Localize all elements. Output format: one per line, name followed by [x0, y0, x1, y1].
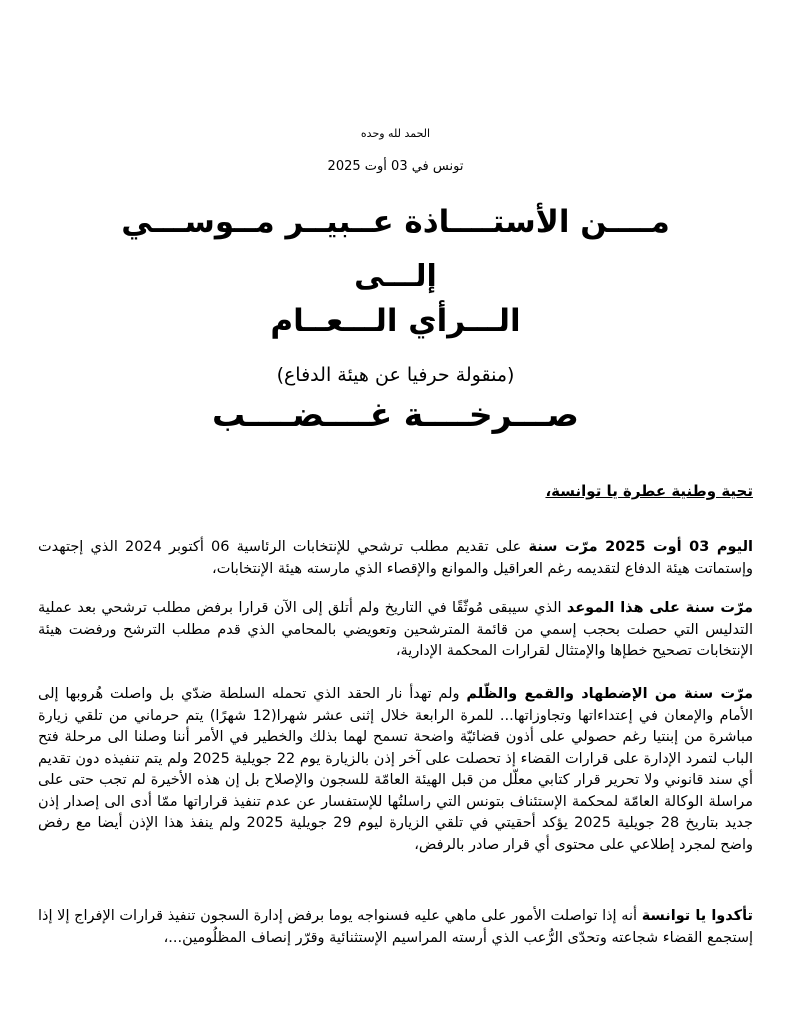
paragraph-3-lead: مرّت سنة من الإضطهاد والقمع والظّلم [466, 686, 754, 702]
paragraph-2-lead: مرّت سنة على هذا الموعد [566, 600, 753, 616]
subtitle-defense-note: (منقولة حرفيا عن هيئة الدفاع) [276, 364, 515, 386]
paragraph-1-lead: اليوم 03 أوت 2025 مرّت سنة [528, 539, 753, 555]
paragraph-3 [38, 684, 753, 856]
place-date: تونس في 03 أوت 2025 [327, 159, 464, 174]
title-to: إلـــى [354, 259, 437, 294]
title-scream: صـــرخــــة غــــضــــب [212, 395, 579, 434]
praise-line: الحمد لله وحده [360, 127, 431, 140]
paragraph-4-text: أنه إذا تواصلت الأمور على ماهي عليه فسنواجه يوما برفض إدارة السجون تنفيذ قرارات الإفراج إلا إذا إستجمع القضاء شجاعته وتحدّى الرُّعب الذي أرسته المراسيم الإستثنائية وقرّر إنصاف المظلُومين...، [38, 908, 753, 946]
paragraph-1 [38, 537, 753, 580]
paragraph-3-text: ولم تهدأ نار الحقد الذي تحمله السلطة ضدّي بل واصلت هُروبها إلى الأمام والإمعان في إعتداءاتها وتجاوزاتها... للمرة الرابعة خلال إثنى عشر شهرا(12 شهرًا) يتم حرماني من تلقي زيارة مباشرة من إبنتيا رغم حصولي على أذون قضائيّة واضحة تسمح لهما بذلك والخطير في الأمر أننا وصلنا الى مرحلة فتح الباب لتمرد الإدارة على قرارات القضاء إذ تحصلت على آخر إذن بالزيارة يوم 22 جويلية 2025 ولم يتم تنفيذه دون تقديم أي سند قانوني ولا تحرير قرار كتابي معلّل من قبل الهيئة العامّة للسجون والإصلاح بل إن هذه الأخيرة لم تجب حتى على مراسلة الوكالة العامّة لمحكمة الإستئناف بتونس التي راسلتُها للإستفسار عن عدم تنفيذ قراراتها ممّا أدى الى إصدار إذن جديد بتاريخ 28 جويلية 2025 يؤكد أحقيتي في تلقي الزيارة ليوم 29 جويلية 2025 ولم ينفذ هذا الإذن أيضا مع رفض واضح لمجرد إطلاعي على محتوى أي قرار صادر بالرفض، [38, 686, 754, 853]
paragraph-4-lead: تأكدوا يا توانسة [641, 908, 754, 924]
title-public-opinion: الـــرأي الـــعــام [270, 303, 521, 339]
paragraph-1-text: على تقديم مطلب ترشحي للإنتخابات الرئاسية 06 أكتوبر 2024 الذي إجتهدت وإستماتت هيئة الدفاع لتقديمه رغم العراقيل والموانع والإقصاء الذي مارسته هيئة الإنتخابات، [38, 539, 753, 577]
paragraph-2-text: الذي سيبقى مُوثّقًا في التاريخ ولم أتلق إلى الآن قرارا برفض مطلب ترشحي بعد عملية التدليس التي حصلت بحجب إسمي من قائمة المترشحين وتعويضي بالمحامي الذي قدم مطلب الترشح ورفضت هيئة الإنتخابات تصحيح خطإها والإمتثال لقرارات المحكمة الإدارية، [38, 600, 753, 659]
greeting: تحية وطنية عطرة يا توانسة، [545, 482, 753, 500]
paragraph-4 [38, 906, 753, 949]
title-from: مــــن الأستــــاذة عــبيــر مــوســـي [121, 204, 670, 240]
paragraph-2 [38, 598, 753, 663]
